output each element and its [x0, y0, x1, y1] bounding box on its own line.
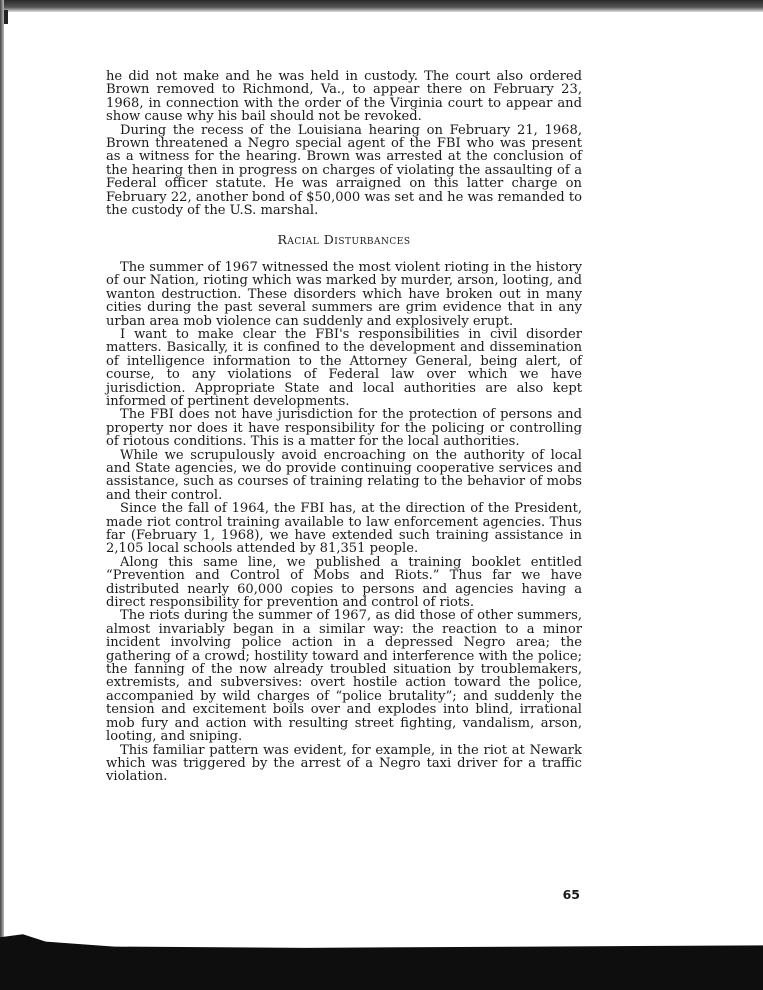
paragraph-summer-1967: The summer of 1967 witnessed the most violent rioting in the history of our Nation, rioting which was marked by murder, arson, looting, and wanton destruction. These disorders which have broken out in many cities during the past several summers are grim evidence that in any urban area mob violence can suddenly and explosively erupt.: [106, 259, 582, 329]
scan-corner-mark: [4, 10, 8, 24]
paragraph-jurisdiction: The FBI does not have jurisdiction for the protection of persons and property nor does it have responsibility for the policing or controlling of riotous conditions. This is a matter for the local authorities.: [106, 407, 582, 450]
page-body: [106, 70, 582, 784]
paragraph-riot-training: Since the fall of 1964, the FBI has, at the direction of the President, made riot control training available to law enforcement agencies. Thus far (February 1, 1968), we have extended such training assistance in 2,105 local schools attended by 81,351 people.: [106, 501, 582, 557]
paragraph-training-booklet: Along this same line, we published a training booklet entitled “Prevention and Control of Mobs and Riots.” Thus far we have distributed nearly 60,000 copies to persons and agencies having a direct responsibility for prevention and control of riots.: [106, 554, 582, 611]
scan-bottom-shadow: [0, 928, 763, 990]
page-number: 65: [562, 887, 580, 902]
scan-left-edge: [0, 0, 4, 990]
paragraph-brown-threat: During the recess of the Louisiana hearing on February 21, 1968, Brown threatened a Negro special agent of the FBI who was present as a witness for the hearing. Brown was arrested at the conclusion of the hearing then in progress on charges of violating the assaulting of a Federal officer statute. He was arraigned on this latter charge on February 22, another bond of $50,000 was set and he was remanded to the custody of the U.S. marshal.: [106, 122, 582, 219]
section-heading: Racial Disturbances: [277, 232, 411, 248]
scan-top-edge: [0, 0, 763, 12]
paragraph-newark: This familiar pattern was evident, for example, in the riot at Newark which was triggered by the arrest of a Negro taxi driver for a traffic violation.: [106, 742, 582, 785]
paragraph-continued: he did not make and he was held in custody. The court also ordered Brown removed to Richmond, Va., to appear there on February 23, 1968, in connection with the order of the Virginia court to appear and show cause why his bail should not be revoked.: [106, 69, 582, 125]
paragraph-riot-pattern: The riots during the summer of 1967, as did those of other summers, almost invariably began in a similar way: the reaction to a minor incident involving police action in a depressed Negro area; the gathering of a crowd; hostility toward and interference with the police; the fanning of the now already troubled situation by troublemakers, extremists, and subversives: overt hostile action toward the police, accompanied by wild charges of “police brutality”; and suddenly the tension and excitement boils over and explodes into blind, irrational mob fury and action with resulting street fighting, vandalism, arson, looting, and sniping.: [106, 608, 582, 745]
paragraph-cooperative-services: While we scrupulously avoid encroaching on the authority of local and State agencies, we do provide continuing cooperative services and assistance, such as courses of training relating to the behavior of mobs and their control.: [106, 447, 582, 503]
paragraph-fbi-responsibilities: I want to make clear the FBI's responsibilities in civil disorder matters. Basically, it is confined to the development and dissemination of intelligence information to the Attorney General, being alert, of course, to any violations of Federal law over which we have jurisdiction. Appropriate State and local authorities are also kept informed of pertinent developments.: [106, 326, 582, 409]
